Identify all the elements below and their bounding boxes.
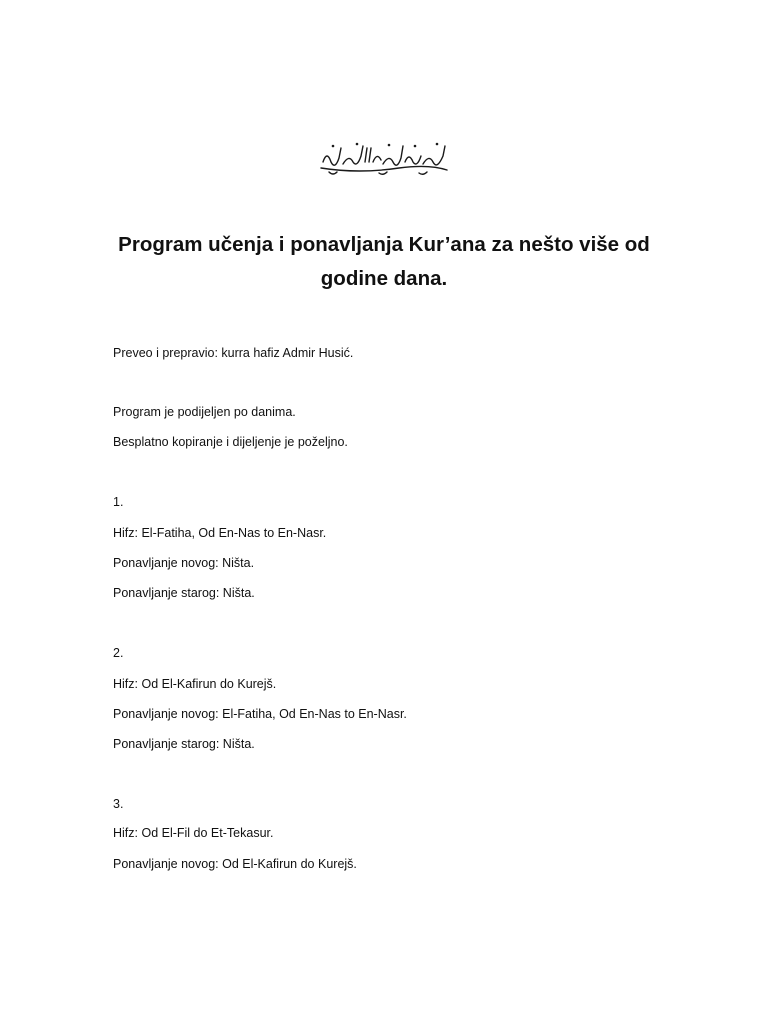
translator-credit: Preveo i prepravio: kurra hafiz Admir Husić.	[113, 346, 354, 360]
day-number: 2.	[113, 646, 124, 660]
day-hifz: Hifz: Od El-Fil do Et-Tekasur.	[113, 826, 274, 840]
intro-text: Program je podijeljen po danima.	[113, 405, 296, 419]
title-line-2: godine dana.	[320, 267, 448, 290]
day-hifz: Hifz: Od El-Kafirun do Kurejš.	[113, 677, 277, 691]
intro-text: Besplatno kopiranje i dijeljenje je poželjno.	[113, 435, 348, 449]
day-hifz: Hifz: El-Fatiha, Od En-Nas to En-Nasr.	[113, 526, 327, 540]
day-new-review: Ponavljanje novog: Od El-Kafirun do Kurejš.	[113, 857, 357, 871]
day-new-review: Ponavljanje novog: El-Fatiha, Od En-Nas to En-Nasr.	[113, 707, 407, 721]
day-old-review: Ponavljanje starog: Ništa.	[113, 737, 255, 751]
day-number: 3.	[113, 797, 124, 811]
title-line-1: Program učenja i ponavljanja Kur’ana za nešto više od	[118, 233, 650, 256]
day-number: 1.	[113, 495, 124, 509]
day-new-review: Ponavljanje novog: Ništa.	[113, 556, 255, 570]
document-title	[90, 228, 678, 296]
basmala-calligraphy	[319, 140, 449, 176]
day-old-review: Ponavljanje starog: Ništa.	[113, 586, 255, 600]
